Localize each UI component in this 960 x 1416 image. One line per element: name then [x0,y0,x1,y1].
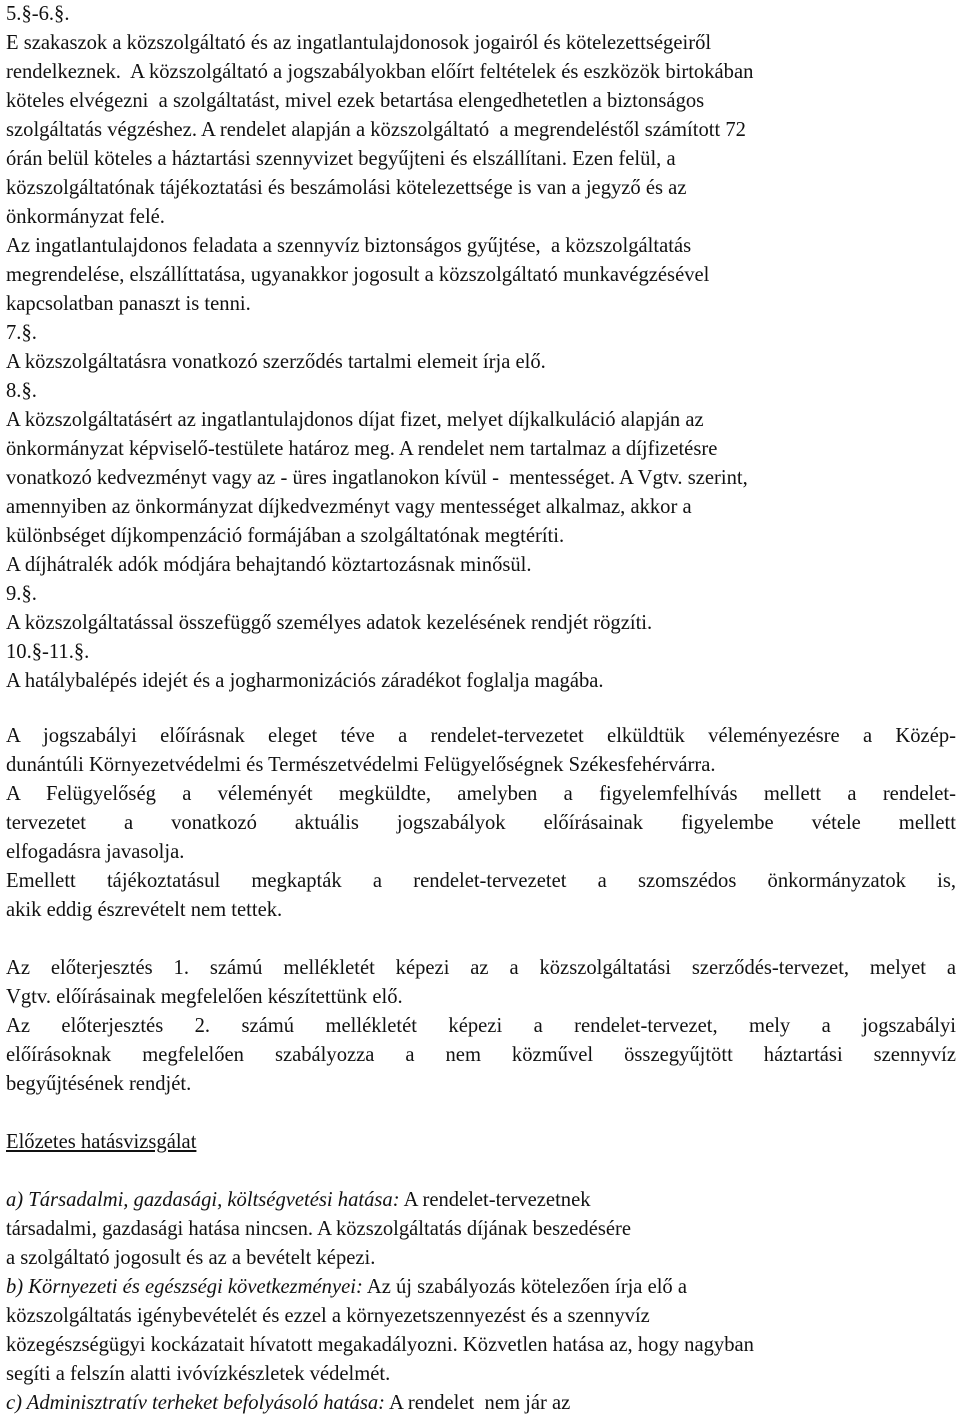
text-line: a szolgáltató jogosult és az a bevételt képezi. [6,1247,376,1269]
text-line: amennyiben az önkormányzat díjkedvezményt vagy mentességet alkalmaz, akkor a [6,496,692,518]
text-line: kapcsolatban panaszt is tenni. [6,293,251,315]
text-line: A díjhátralék adók módjára behajtandó köztartozásnak minősül. [6,554,532,576]
impact-label-administrative: c) Adminisztratív terheket befolyásoló hatása: [6,1392,386,1414]
text-line: segíti a felszín alatti ivóvízkészletek védelmét. [6,1363,391,1385]
text-line: különbséget díjkompenzáció formájában a szolgáltatónak megtéríti. [6,525,565,547]
text-line: E szakaszok a közszolgáltató és az ingatlantulajdonosok jogairól és kötelezettségeiről [6,32,712,54]
text-line: közegészségügyi kockázatait hívatott megakadályozni. Közvetlen hatása az, hogy nagyban [6,1334,754,1356]
text-line [6,1273,687,1302]
text-line: tervezetet a vonatkozó aktuális jogszabályok előírásainak figyelembe vétele mellett [6,812,956,834]
text-line: begyűjtésének rendjét. [6,1073,192,1095]
impact-label-social: a) Társadalmi, gazdasági, költségvetési hatása: [6,1189,400,1211]
text-line: Az előterjesztés 1. számú mellékletét képezi az a közszolgáltatási szerződés-tervezet, melyet a [6,957,956,979]
text-line: előírásoknak megfelelően szabályozza a nem közművel összegyűjtött háztartási szennyvíz [6,1044,956,1066]
section-heading-9: 9.§. [6,583,37,605]
section-title-impact-assessment: Előzetes hatásvizsgálat [6,1131,197,1153]
text-line: Az előterjesztés 2. számú mellékletét képezi a rendelet-tervezet, mely a jogszabályi [6,1015,956,1037]
text-line: A közszolgáltatásra vonatkozó szerződés tartalmi elemeit írja elő. [6,351,546,373]
text-line: A közszolgáltatással összefüggő személyes adatok kezelésének rendjét rögzíti. [6,612,653,634]
text-line: megrendelése, elszállíttatása, ugyanakkor jogosult a közszolgáltató munkavégzésével [6,264,710,286]
text-line: társadalmi, gazdasági hatása nincsen. A közszolgáltatás díjának beszedésére [6,1218,632,1240]
text-line: közszolgáltatás igénybevételét és ezzel a környezetszennyezést és a szennyvíz [6,1305,650,1327]
text-line: A hatálybalépés idejét és a jogharmonizációs záradékot foglalja magába. [6,670,604,692]
text-line: vonatkozó kedvezményt vagy az - üres ingatlanokon kívül - mentességet. A Vgtv. szerint, [6,467,748,489]
text-line: órán belül köteles a háztartási szennyvizet begyűjteni és elszállítani. Ezen felül, a [6,148,676,170]
impact-text: A rendelet nem jár az [385,1392,571,1414]
text-line: A közszolgáltatásért az ingatlantulajdonos díjat fizet, melyet díjkalkuláció alapján az [6,409,704,431]
text-line [6,1186,591,1215]
text-line: dunántúli Környezetvédelmi és Természetvédelmi Felügyelőségnek Székesfehérvárra. [6,754,716,776]
text-line: A jogszabályi előírásnak eleget téve a rendelet-tervezetet elküldtük véleményezésre a Közép- [6,725,956,747]
section-heading-10-11: 10.§-11.§. [6,641,90,663]
text-line: elfogadásra javasolja. [6,841,185,863]
text-line: Az ingatlantulajdonos feladata a szennyvíz biztonságos gyűjtése, a közszolgáltatás [6,235,692,257]
text-line: akik eddig észrevételt nem tettek. [6,899,283,921]
text-line: szolgáltatás végzéshez. A rendelet alapján a közszolgáltató a megrendeléstől számított 72 [6,119,746,141]
text-line: közszolgáltatónak tájékoztatási és beszámolási kötelezettsége is van a jegyző és az [6,177,687,199]
text-line: rendelkeznek. A közszolgáltató a jogszabályokban előírt feltételek és eszközök birtokában [6,61,754,83]
section-heading-5-6: 5.§-6.§. [6,3,70,25]
text-line: Emellett tájékoztatásul megkapták a rendelet-tervezetet a szomszédos önkormányzatok is, [6,870,956,892]
text-line: önkormányzat felé. [6,206,165,228]
section-heading-7: 7.§. [6,322,37,344]
text-line: A Felügyelőség a véleményét megküldte, amelyben a figyelemfelhívás mellett a rendelet- [6,783,956,805]
text-line [6,1389,570,1416]
text-line: köteles elvégezni a szolgáltatást, mivel ezek betartása elengedhetetlen a biztonságos [6,90,705,112]
section-heading-8: 8.§. [6,380,37,402]
impact-label-environmental: b) Környezeti és egészségi következményei: [6,1276,363,1298]
text-line: önkormányzat képviselő-testülete határoz meg. A rendelet nem tartalmaz a díjfizetésre [6,438,718,460]
impact-text: A rendelet-tervezetnek [399,1189,591,1211]
impact-text: Az új szabályozás kötelezően írja elő a [362,1276,688,1298]
text-line: Vgtv. előírásainak megfelelően készítettünk elő. [6,986,403,1008]
